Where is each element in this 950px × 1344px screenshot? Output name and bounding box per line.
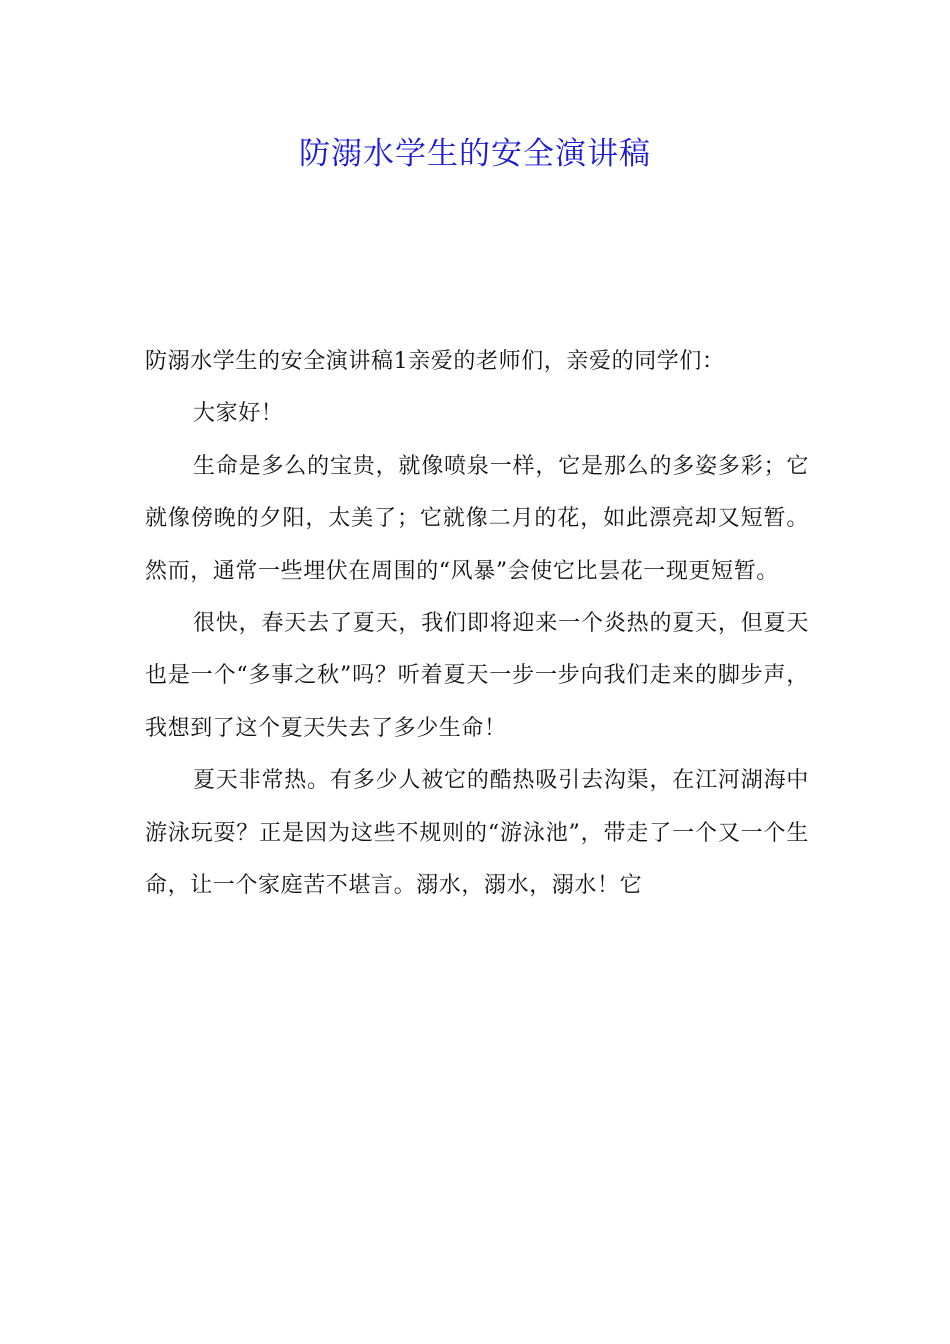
document-title: 防溺水学生的安全演讲稿 [299,136,651,172]
document-body [145,336,809,912]
paragraph-life: 生命是多么的宝贵，就像喷泉一样，它是那么的多姿多彩；它就像傍晚的夕阳，太美了；它就像二月的花，如此漂亮却又短暂。然而，通常一些埋伏在周围的“风暴”会使它比昙花一现更短暂。 [145,453,809,584]
paragraph-greeting: 防溺水学生的安全演讲稿1亲爱的老师们，亲爱的同学们： [145,349,725,374]
paragraph-summer-hot: 夏天非常热。有多少人被它的酷热吸引去沟渠，在江河湖海中游泳玩耍？正是因为这些不规则的“游泳池”，带走了一个又一个生命，让一个家庭苦不堪言。溺水，溺水，溺水！它 [145,768,809,899]
paragraph-hello: 大家好！ [193,401,284,427]
paragraph-summer-coming: 很快，春天去了夏天，我们即将迎来一个炎热的夏天，但夏天也是一个“多事之秋”吗？听着夏天一步一步向我们走来的脚步声，我想到了这个夏天失去了多少生命！ [145,611,809,741]
